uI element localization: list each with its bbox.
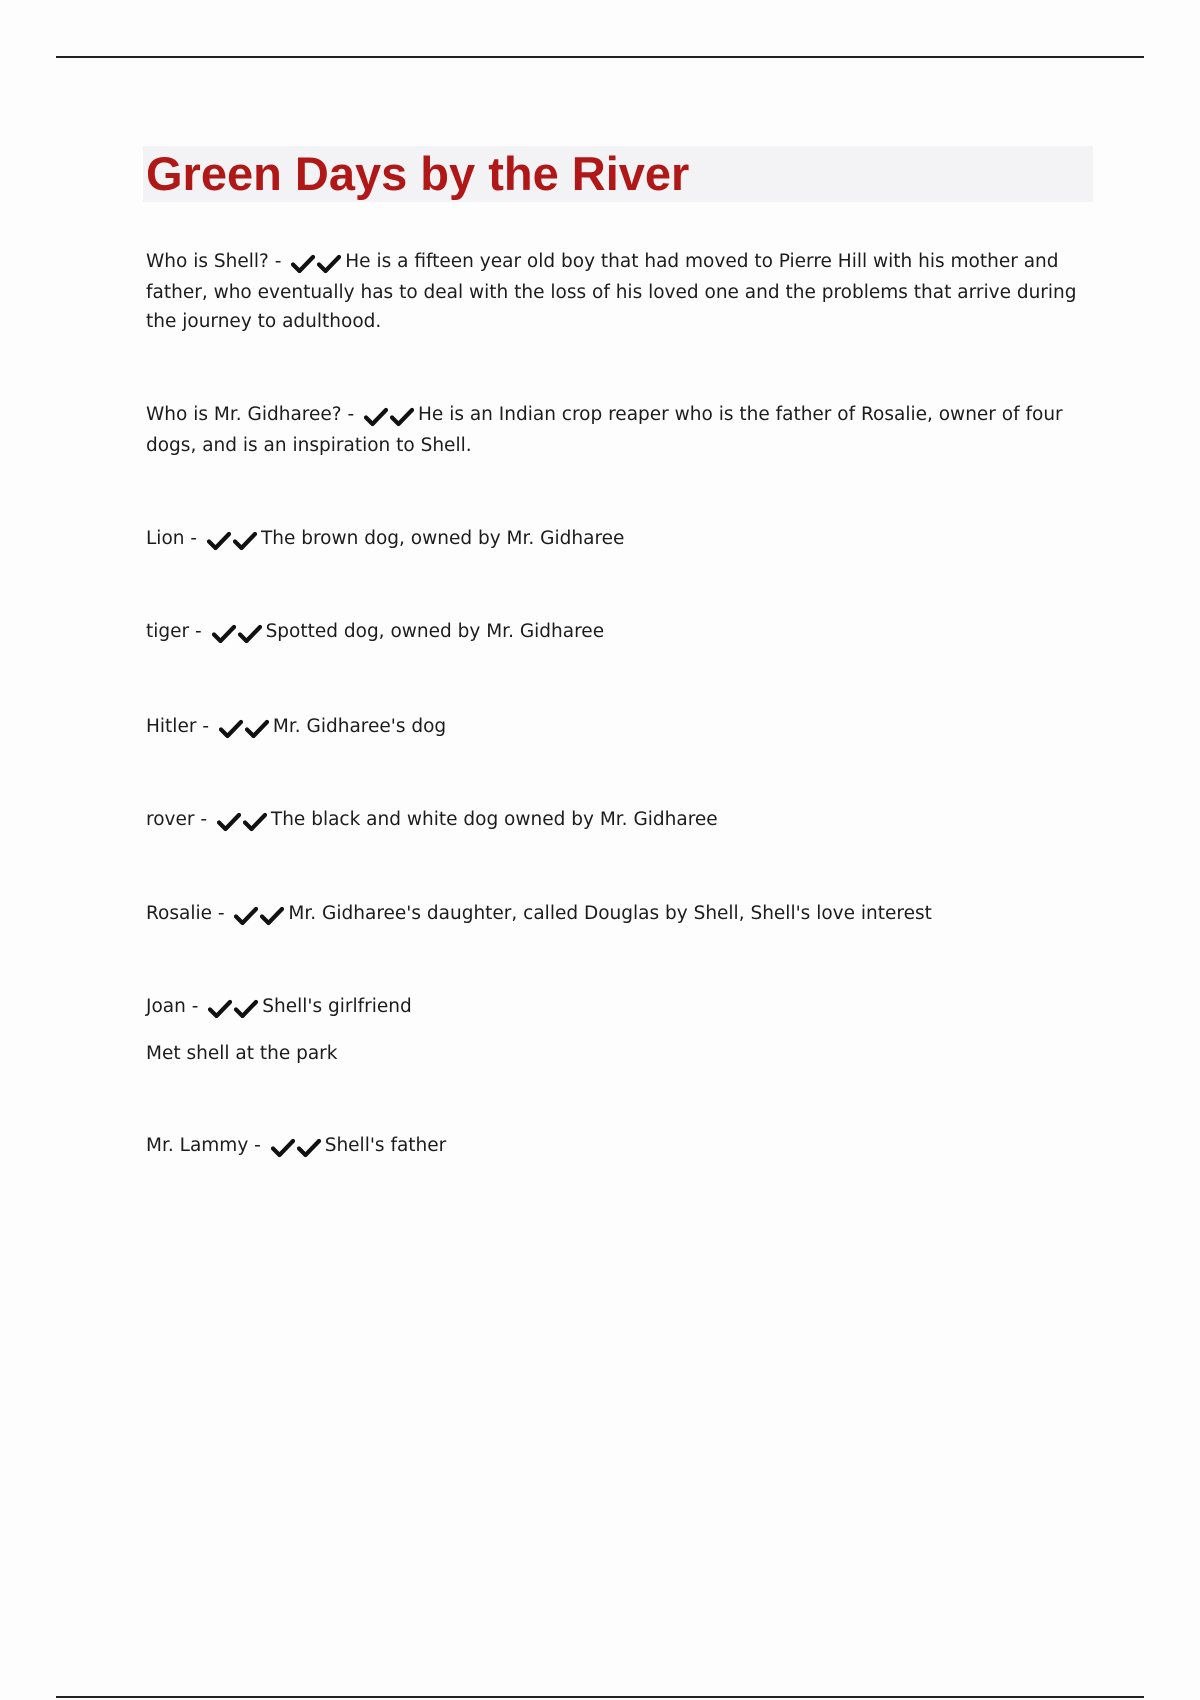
double-check-icon	[364, 402, 416, 431]
entry-separator: -	[196, 716, 215, 737]
check-icon	[260, 906, 286, 926]
entry-term: Rosalie	[146, 903, 212, 924]
check-icon	[390, 407, 416, 427]
qa-entry-tiger	[146, 617, 1092, 648]
entry-term: tiger	[146, 621, 190, 642]
qa-entry-joan	[146, 992, 1092, 1023]
qa-entry-shell	[146, 247, 1092, 336]
entry-separator: -	[185, 996, 205, 1017]
qa-entry-rover	[146, 805, 1092, 836]
entry-term: Joan	[146, 996, 186, 1017]
entry-separator: -	[194, 809, 213, 830]
check-icon	[291, 254, 317, 274]
double-check-icon	[234, 901, 286, 930]
qa-entry-lion	[146, 524, 1092, 555]
entry-term: Lion	[146, 528, 185, 549]
qa-entry-lammy	[146, 1131, 1092, 1162]
double-check-icon	[217, 807, 269, 836]
double-check-icon	[291, 249, 343, 278]
check-icon	[212, 624, 238, 644]
page-title: Green Days by the River	[146, 147, 690, 200]
entry-term: Who is Shell?	[146, 251, 269, 272]
entry-definition: The brown dog, owned by Mr. Gidharee	[260, 528, 625, 549]
check-icon	[219, 719, 245, 739]
qa-entry-gidharee	[146, 400, 1092, 460]
double-check-icon	[207, 526, 259, 555]
entry-definition: Spotted dog, owned by Mr. Gidharee	[265, 621, 605, 642]
entry-definition: Mr. Gidharee's dog	[272, 716, 447, 737]
check-icon	[217, 812, 243, 832]
entry-definition: He is an Indian crop reaper who is the father of Rosalie, owner of four dogs, and is an inspiration to Shell.	[146, 404, 1063, 456]
check-icon	[317, 254, 343, 274]
entry-term: Mr. Lammy	[146, 1135, 249, 1156]
entry-separator: -	[211, 903, 231, 924]
bottom-rule	[56, 1696, 1144, 1698]
double-check-icon	[208, 994, 260, 1023]
check-icon	[233, 531, 259, 551]
check-icon	[243, 812, 269, 832]
check-icon	[271, 1138, 297, 1158]
check-icon	[297, 1138, 323, 1158]
check-icon	[208, 999, 234, 1019]
check-icon	[238, 624, 264, 644]
double-check-icon	[219, 714, 271, 743]
entry-definition: The black and white dog owned by Mr. Gidharee	[270, 809, 718, 830]
double-check-icon	[271, 1133, 323, 1162]
entry-term: Hitler	[146, 716, 197, 737]
entry-separator: -	[341, 404, 361, 425]
check-icon	[364, 407, 390, 427]
check-icon	[245, 719, 271, 739]
entry-definition: Mr. Gidharee's daughter, called Douglas by Shell, Shell's love interest	[288, 903, 932, 924]
entry-extra-note: Met shell at the park	[146, 1043, 338, 1064]
entry-term: Who is Mr. Gidharee?	[146, 404, 342, 425]
qa-entry-hitler	[146, 712, 1092, 743]
qa-entry-rosalie	[146, 899, 1092, 930]
entry-definition: Shell's father	[324, 1135, 447, 1156]
entry-separator: -	[184, 528, 203, 549]
entry-separator: -	[189, 621, 208, 642]
top-rule	[56, 56, 1144, 58]
entry-definition: Shell's girlfriend	[262, 996, 412, 1017]
check-icon	[234, 999, 260, 1019]
check-icon	[207, 531, 233, 551]
entry-separator: -	[268, 251, 288, 272]
check-icon	[234, 906, 260, 926]
double-check-icon	[212, 619, 264, 648]
entry-separator: -	[248, 1135, 267, 1156]
entry-term: rover	[146, 809, 195, 830]
entry-definition: He is a fifteen year old boy that had moved to Pierre Hill with his mother and father, who eventually has to deal with the loss of his loved one and the problems that arrive during the journey to adulthood.	[146, 251, 1077, 332]
